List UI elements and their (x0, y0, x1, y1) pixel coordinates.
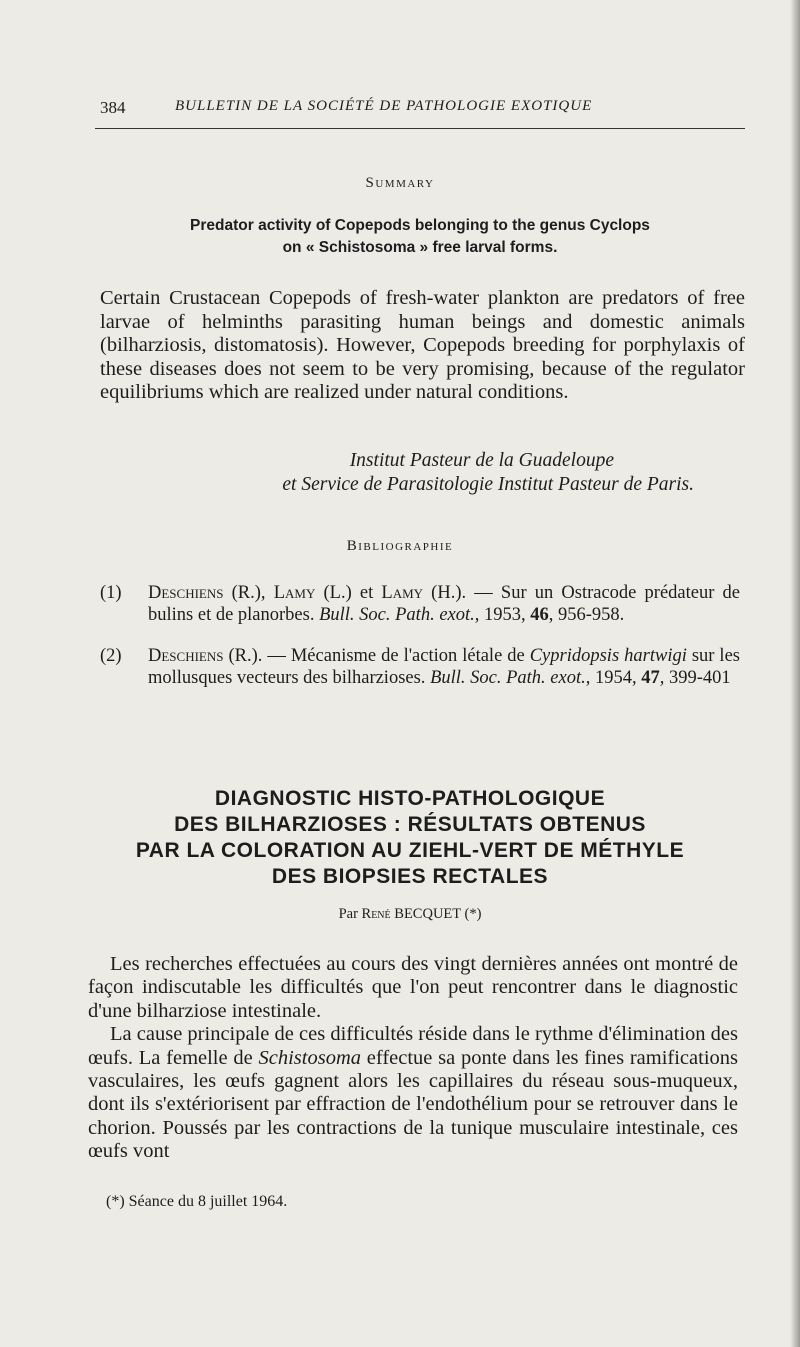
reference-number: (2) (100, 646, 122, 666)
author-initials: (R.), (223, 583, 274, 603)
species-name: Cypridopsis hartwigi (529, 646, 687, 666)
bibliography-heading: Bibliographie (346, 538, 454, 554)
reference-number: (1) (100, 583, 122, 603)
article-title-line4: DES BIOPSIES RECTALES (271, 865, 549, 888)
summary-title (120, 215, 720, 259)
footnote: (*) Séance du 8 juillet 1964. (106, 1193, 288, 1210)
reference-pages: , 956-958. (548, 604, 625, 625)
journal-name: Bull. Soc. Path. exot. (319, 604, 475, 625)
paragraph-1: Les recherches effectuées au cours des vingt dernières années ont montré de façon indiscutable les difficultés que l'on peut rencontrer dans le diagnostic d'une bilharziose intestinale. (88, 953, 738, 1022)
article-body (88, 953, 738, 1164)
author-surname: BECQUET (*) (390, 906, 482, 922)
reference-title-end: sur les mollusques vecteurs des bilharzioses. (148, 646, 740, 688)
summary-heading: Summary (365, 175, 435, 191)
journal-name: Bull. Soc. Path. exot. (430, 667, 586, 688)
paragraph-2-start: La cause principale de ces difficultés réside dans le rythme d'élimination des œufs. La femelle de (88, 1023, 738, 1069)
page-header (100, 98, 745, 124)
article-title-line2: DES BILHARZIOSES : RÉSULTATS OBTENUS (174, 813, 646, 836)
author: Deschiens (148, 646, 224, 666)
author: Lamy (381, 583, 424, 603)
reference-volume: 46 (530, 604, 549, 625)
page-edge-shadow (790, 0, 800, 1347)
reference-text (148, 646, 740, 689)
header-rule (95, 128, 745, 129)
reference-pages: , 399-401 (659, 667, 731, 688)
author: Lamy (273, 583, 316, 603)
paragraph-2 (88, 1023, 738, 1163)
summary-body: Certain Crustacean Copepods of fresh-water plankton are predators of free larvae of helminths parasiting human beings and domestic animals (bilharziosis, distomatosis). However, Copepods breeding for porphylaxis of these diseases does not seem to be very promising, because of the regulator equilibriums which are realized under natural conditions. (100, 287, 745, 403)
article-title-line3: PAR LA COLORATION AU ZIEHL-VERT DE MÉTHYLE (135, 839, 685, 862)
article-title-line1: DIAGNOSTIC HISTO-PATHOLOGIQUE (214, 787, 606, 810)
author: Deschiens (148, 583, 224, 603)
affiliation-line2: et Service de Parasitologie Institut Pasteur de Paris. (282, 474, 694, 495)
summary-title-line2: on « Schistosoma » free larval forms. (282, 239, 558, 256)
summary-title-line1: Predator activity of Copepods belonging to the genus Cyclops (190, 217, 650, 234)
author-first-name: René (361, 906, 391, 922)
reference-title: (R.). — Mécanisme de l'action létale de (223, 646, 530, 666)
reference-year: , 1953, (474, 604, 531, 625)
author-initials: (L.) et (315, 583, 382, 603)
article-title (60, 786, 760, 890)
page-number: 384 (100, 98, 126, 117)
byline-prefix: Par (338, 906, 362, 922)
reference-text (148, 583, 740, 626)
running-title: BULLETIN DE LA SOCIÉTÉ DE PATHOLOGIE EXOTIQUE (175, 98, 593, 114)
reference-volume: 47 (641, 667, 660, 688)
reference-title: (H.). — Sur un Ostracode prédateur de bulins et de planorbes. (148, 583, 740, 625)
reference-year: , 1954, (585, 667, 642, 688)
genus-name: Schistosoma (258, 1046, 361, 1069)
byline (0, 906, 800, 923)
affiliation-line1: Institut Pasteur de la Guadeloupe (349, 450, 614, 471)
paragraph-2-end: effectue sa ponte dans les fines ramifications vasculaires, les œufs gagnent alors les capillaires du réseau sous-muqueux, dont ils s'extériorisent par effraction de l'endothélium pour se retrouver dans le chorion. Poussés par les contractions de la tunique musculaire intestinale, ces œufs vont (88, 1046, 738, 1163)
